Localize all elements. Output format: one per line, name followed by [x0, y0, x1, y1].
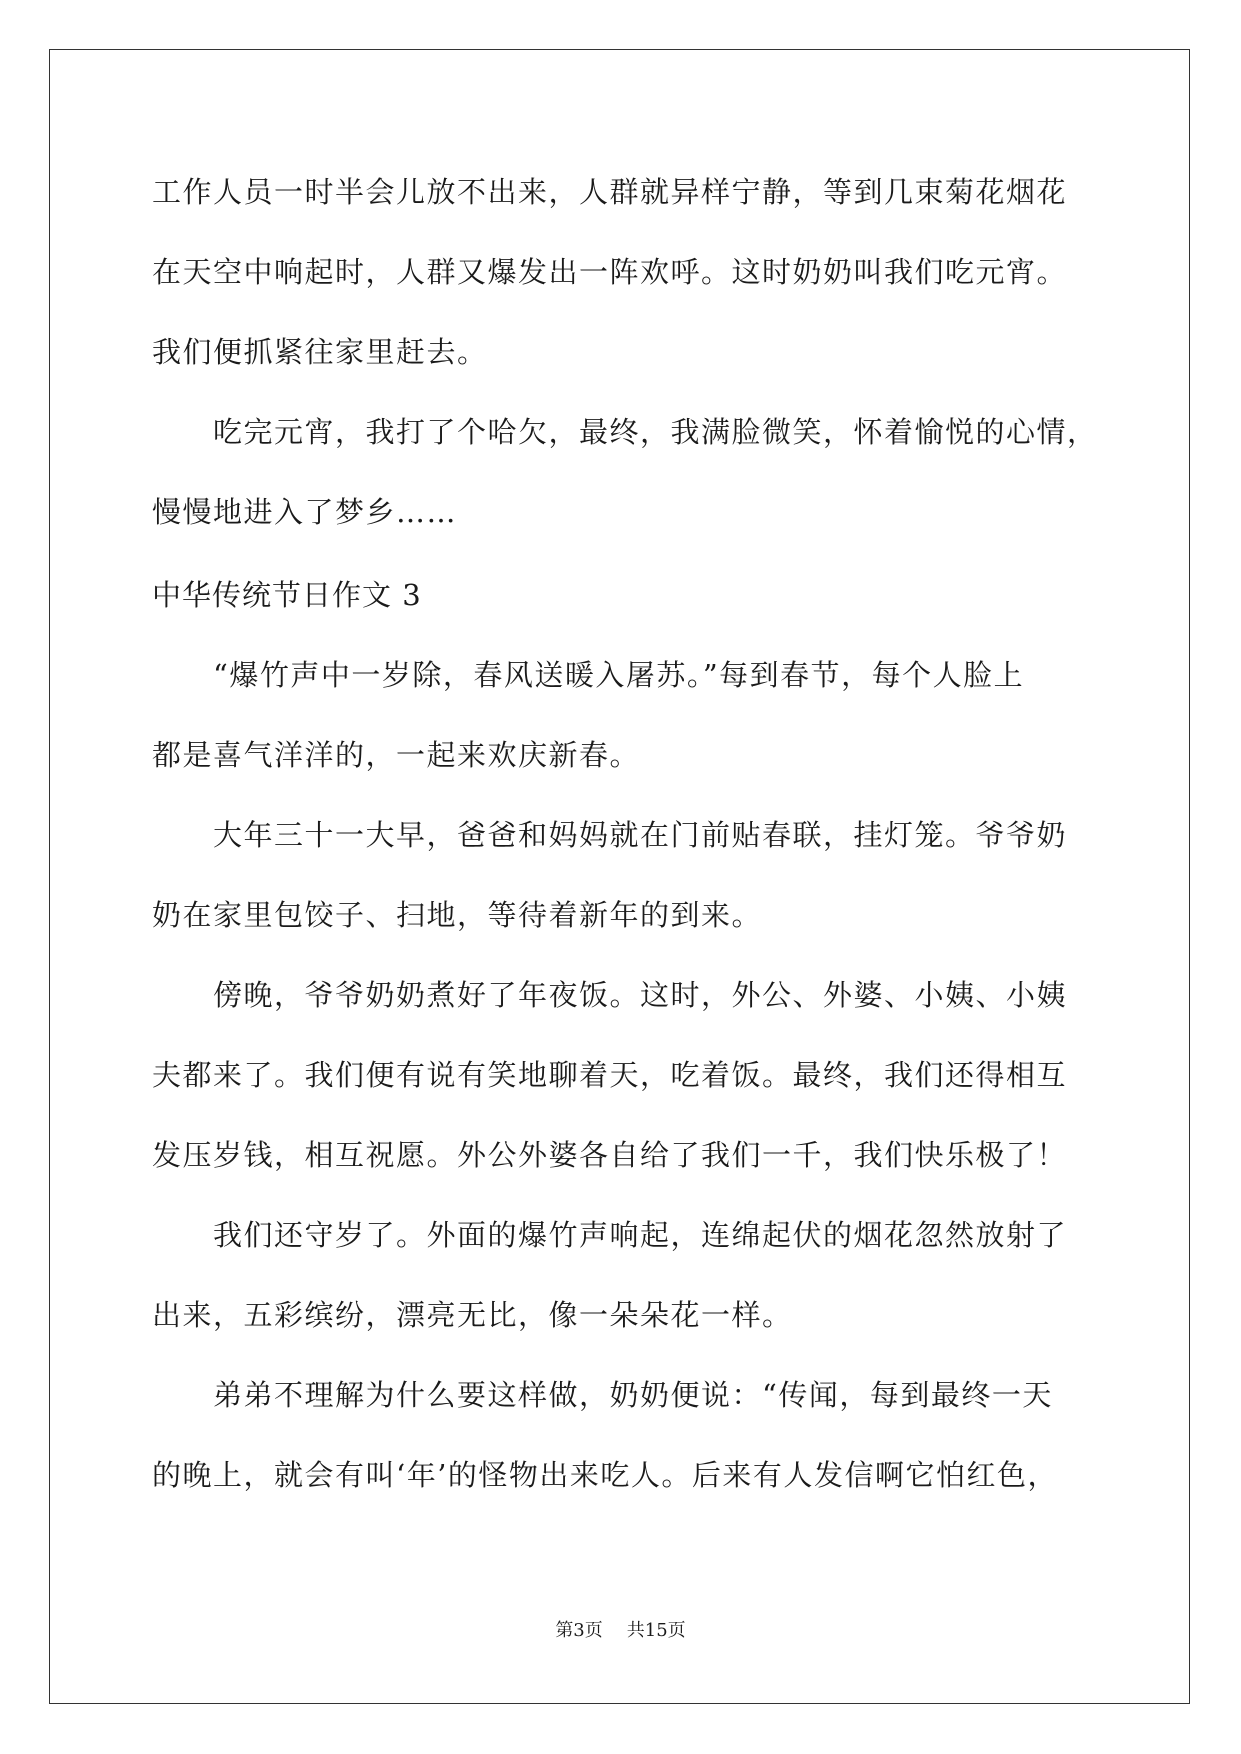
- text-line: 发压岁钱，相互祝愿。外公外婆各自给了我们一千，我们快乐极了！: [152, 1138, 1068, 1172]
- section-heading: 中华传统节日作文 3: [152, 578, 422, 612]
- text-line: 慢慢地进入了梦乡……: [152, 495, 458, 529]
- text-line: 都是喜气洋洋的，一起来欢庆新春。: [152, 738, 641, 772]
- page-number: 第3页: [555, 1620, 603, 1641]
- text-line: 弟弟不理解为什么要这样做，奶奶便说：“传闻，每到最终一天: [152, 1378, 1053, 1412]
- text-line: 的晚上，就会有叫‘年’的怪物出来吃人。后来有人发信啊它怕红色，: [152, 1458, 1058, 1492]
- text-line: “爆竹声中一岁除，春风送暖入屠苏。”每到春节，每个人脸上: [152, 658, 1025, 692]
- text-line: 出来，五彩缤纷，漂亮无比，像一朵朵花一样。: [152, 1298, 793, 1332]
- text-line: 在天空中响起时，人群又爆发出一阵欢呼。这时奶奶叫我们吃元宵。: [152, 255, 1068, 289]
- page-footer: [0, 1619, 1241, 1643]
- text-line: 大年三十一大早，爸爸和妈妈就在门前贴春联，挂灯笼。爷爷奶: [152, 818, 1068, 852]
- text-line: 我们便抓紧往家里赶去。: [152, 335, 488, 369]
- text-line: 夫都来了。我们便有说有笑地聊着天，吃着饭。最终，我们还得相互: [152, 1058, 1068, 1092]
- text-line: 奶在家里包饺子、扫地，等待着新年的到来。: [152, 898, 763, 932]
- text-line: 工作人员一时半会儿放不出来，人群就异样宁静，等到几束菊花烟花: [152, 175, 1068, 209]
- text-line: 吃完元宵，我打了个哈欠，最终，我满脸微笑，怀着愉悦的心情，: [152, 415, 1098, 449]
- text-line: 傍晚，爷爷奶奶煮好了年夜饭。这时，外公、外婆、小姨、小姨: [152, 978, 1068, 1012]
- page-total: 共15页: [626, 1620, 686, 1641]
- text-line: 我们还守岁了。外面的爆竹声响起，连绵起伏的烟花忽然放射了: [152, 1218, 1068, 1252]
